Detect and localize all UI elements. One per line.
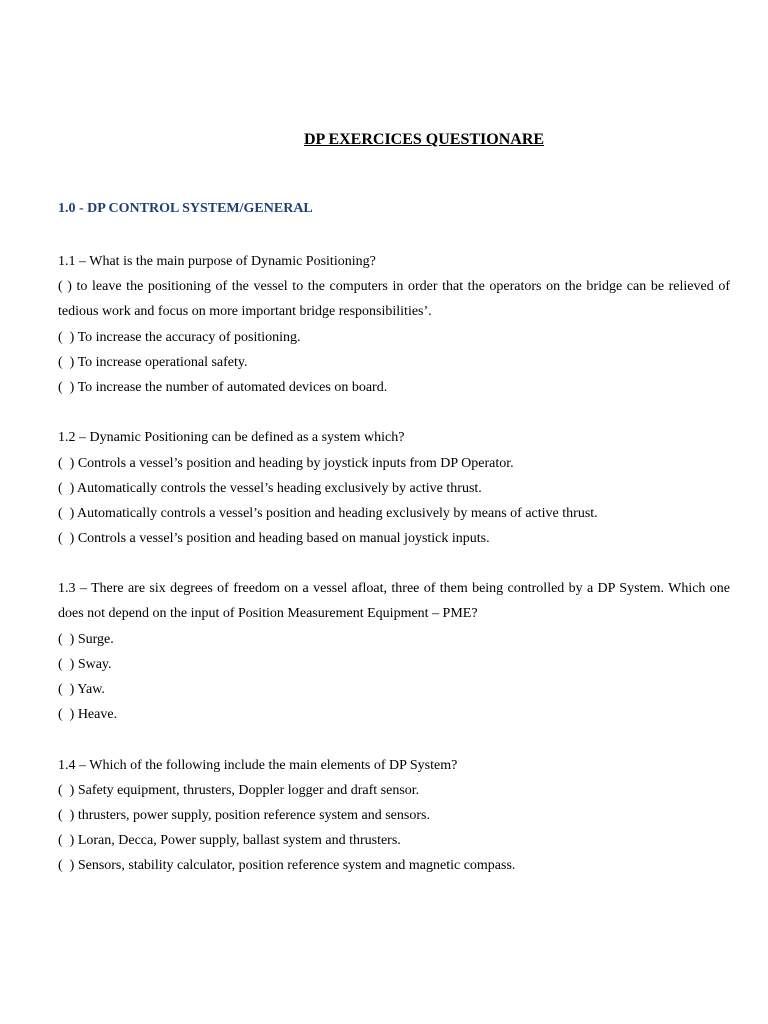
question-text: 1.1 – What is the main purpose of Dynamic Positioning?: [58, 254, 376, 269]
document-title: DP EXERCICES QUESTIONARE: [304, 131, 545, 148]
answer-option[interactable]: ( ) Sway.: [58, 656, 112, 672]
question-block: [58, 753, 730, 879]
answer-option[interactable]: ( ) Surge.: [58, 631, 114, 647]
question-block: [58, 576, 730, 727]
answer-option[interactable]: ( ) to leave the positioning of the vessel to the computers in order that the operators on the bridge can be relieved of tedious work and focus on more important bridge responsibilities’.: [58, 279, 734, 320]
answer-option[interactable]: ( ) Controls a vessel’s position and heading based on manual joystick inputs.: [58, 531, 490, 547]
answer-option[interactable]: ( ) Automatically controls the vessel’s heading exclusively by active thrust.: [58, 480, 482, 496]
answer-option[interactable]: ( ) To increase the accuracy of positioning.: [58, 329, 301, 345]
answer-option[interactable]: ( ) Heave.: [58, 707, 118, 723]
answer-option[interactable]: ( ) To increase operational safety.: [58, 354, 248, 370]
question-text: 1.4 – Which of the following include the main elements of DP System?: [58, 757, 458, 773]
section-heading: 1.0 - DP CONTROL SYSTEM/GENERAL: [58, 201, 313, 216]
answer-option[interactable]: ( ) Yaw.: [58, 682, 105, 698]
answer-option[interactable]: ( ) Sensors, stability calculator, position reference system and magnetic compass.: [58, 858, 516, 874]
answer-option[interactable]: ( ) thrusters, power supply, position reference system and sensors.: [58, 808, 430, 824]
answer-option[interactable]: ( ) Loran, Decca, Power supply, ballast system and thrusters.: [58, 833, 401, 849]
question-block: [58, 425, 730, 551]
answer-option[interactable]: ( ) To increase the number of automated devices on board.: [58, 380, 388, 396]
question-text: 1.3 – There are six degrees of freedom on a vessel afloat, three of them being controlled by a DP System. Which one does not depend on the input of Position Measurement Equipment – PME?: [58, 581, 730, 622]
answer-option[interactable]: ( ) Controls a vessel’s position and heading by joystick inputs from DP Operator.: [58, 455, 514, 471]
question-text: 1.2 – Dynamic Positioning can be defined as a system which?: [58, 430, 405, 446]
answer-option[interactable]: ( ) Safety equipment, thrusters, Doppler logger and draft sensor.: [58, 782, 420, 798]
question-block: [58, 249, 734, 400]
question-list: [58, 249, 734, 904]
answer-option[interactable]: ( ) Automatically controls a vessel’s position and heading exclusively by means of active thrust.: [58, 506, 598, 522]
